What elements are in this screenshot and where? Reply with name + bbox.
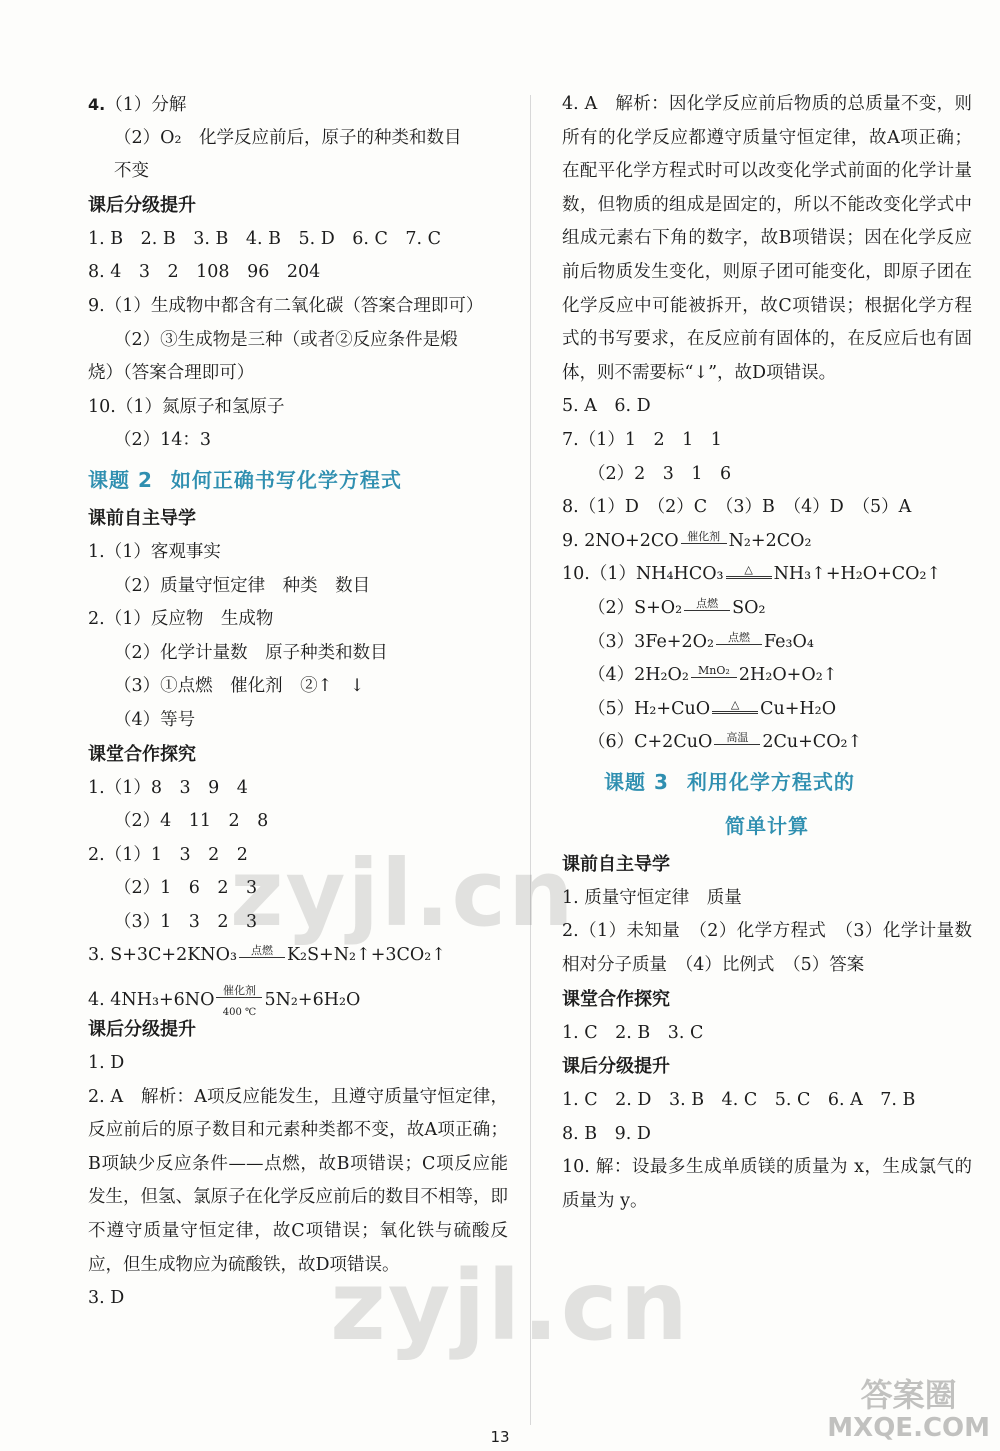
- right-column: [562, 88, 990, 1219]
- equation-reactants: （4）2H₂O₂: [588, 665, 689, 686]
- answer-7-2: （2）2 3 1 6: [588, 463, 732, 484]
- equation-reactants: 3. S+3C+2KNO₃: [88, 945, 237, 966]
- equation-products: SO₂: [732, 597, 766, 618]
- reaction-condition: 点燃: [684, 598, 730, 611]
- topic-title: 利用化学方程式的: [686, 769, 855, 794]
- class-answer-3-equation: [88, 939, 508, 973]
- answer-4-explanation: 4. A 解析：因化学反应前后物质的总质量不变，则所有的化学反应都遵守质量守恒定律，故A项正确；在配平化学方程式时可以改变化学式前面的化学计量数，但物质的组成是固定的，所以不能改变化学式中组成元素右下角的数字，故B项错误；因在化学反应前后物质发生变化，则原子团可能变化，即原子团在化学反应中可能被拆开，故C项错误；根据化学方程式的书写要求，在反应前有固体的，在反应后也有固体，则不需要标“↓”，故D项错误。: [562, 94, 972, 383]
- reaction-condition: △: [712, 699, 758, 714]
- answer-10-2: （2）14：3: [114, 430, 212, 451]
- after-answer-10-solution: 10. 解：设最多生成单质镁的质量为 x，生成氯气的质量为 y。: [562, 1157, 972, 1212]
- class-answer-1-1: 1.（1）8 3 9 4: [88, 777, 248, 798]
- reaction-condition: 高温: [714, 732, 760, 745]
- topic-3-heading: [562, 760, 972, 804]
- section-heading-pre-class: 课前自主导学: [562, 853, 670, 875]
- after-answer-3: 3. D: [88, 1288, 125, 1309]
- answer-8: 8.（1）D （2）C （3）B （4）D （5）A: [562, 497, 912, 518]
- answer-10-4-equation: [562, 659, 972, 693]
- answer-10-2-equation: [562, 592, 972, 626]
- equation-reactants: （3）3Fe+2O₂: [588, 631, 714, 652]
- class-answer-2-3: （3）1 3 2 3: [114, 911, 258, 932]
- answer-text: （1）分解: [105, 95, 187, 115]
- after-answer-1: 1. D: [88, 1053, 125, 1074]
- reaction-condition: 点燃: [239, 945, 285, 958]
- answer-7-1: 7.（1）1 2 1 1: [562, 429, 722, 450]
- equation-reactants: 4. 4NH₃+6NO: [88, 990, 215, 1011]
- answer-4-1: [88, 88, 508, 122]
- topic-2-heading: [88, 458, 508, 502]
- class-answer-2-2: （2）1 6 2 3: [114, 878, 258, 899]
- pre-answer-1: 1. 质量守恒定律 质量: [562, 887, 742, 908]
- reaction-condition: MnO₂: [691, 665, 737, 678]
- equation-products: NH₃↑+H₂O+CO₂↑: [773, 564, 942, 585]
- reaction-condition: △: [726, 564, 772, 579]
- equation-reactants: 10.（1）NH₄HCO₃: [562, 564, 724, 585]
- answer-mc-1-7: 1. B 2. B 3. B 4. B 5. D 6. C 7. C: [88, 228, 442, 249]
- after-answers-1-7: 1. C 2. D 3. B 4. C 5. C 6. A 7. B: [562, 1090, 916, 1111]
- equation-products: K₂S+N₂↑+3CO₂↑: [286, 945, 446, 966]
- class-answer-2-1: 2.（1）1 3 2 2: [88, 844, 248, 865]
- equation-reactants: （5）H₂+CuO: [588, 698, 711, 719]
- pre-answer-2-1: 2.（1）反应物 生成物: [88, 609, 274, 630]
- after-answers-8-9: 8. B 9. D: [562, 1123, 651, 1144]
- topic-3-heading-cont: 简单计算: [725, 813, 809, 838]
- left-column: [88, 88, 508, 1316]
- reaction-condition: 点燃: [716, 632, 762, 645]
- pre-answer-1-2: （2）质量守恒定律 种类 数目: [114, 575, 371, 596]
- answer-10-1-equation: [562, 558, 972, 592]
- pre-answer-2-2: （2）化学计量数 原子种类和数目: [114, 642, 388, 663]
- answer-10-3-equation: [562, 626, 972, 660]
- answer-10-1: 10.（1）氮原子和氢原子: [88, 396, 285, 417]
- equation-products: 5N₂+6H₂O: [264, 990, 361, 1011]
- equation-reactants: 9. 2NO+2CO: [562, 530, 679, 551]
- equation-products: 2Cu+CO₂↑: [762, 732, 863, 753]
- pre-answer-1-1: 1.（1）客观事实: [88, 541, 221, 562]
- class-answer-4-equation: [88, 973, 508, 1018]
- equation-products: 2H₂O+O₂↑: [738, 665, 838, 686]
- answer-5-6: 5. A 6. D: [562, 396, 651, 417]
- answer-4-2: （2）O₂ 化学反应前后，原子的种类和数目: [114, 127, 462, 148]
- answer-4-2-cont: 不变: [114, 161, 149, 182]
- class-answers-1-3: 1. C 2. B 3. C: [562, 1022, 704, 1043]
- equation-reactants: （2）S+O₂: [588, 597, 683, 618]
- reaction-condition: [214, 973, 264, 1018]
- answer-9-equation: [562, 525, 972, 559]
- equation-products: N₂+2CO₂: [728, 530, 812, 551]
- column-divider: [530, 95, 531, 1425]
- equation-products: Cu+H₂O: [760, 698, 837, 719]
- condition-bottom: 400 ℃: [222, 1006, 257, 1018]
- after-answer-2-explanation: 2. A 解析：A项反应能发生，且遵守质量守恒定律，反应前后的原子数目和元素种类都不变，故A项正确；B项缺少反应条件——点燃，故B项错误；C项反应能发生，但氢、氯原子在化学反应前后的数目不相等，即不遵守质量守恒定律，故C项错误；氧化铁与硫酸反应，但生成物应为硫酸铁，故D项错误。: [88, 1086, 508, 1275]
- answer-9-2: （2）③生成物是三种（或者②反应条件是煅: [114, 329, 458, 350]
- answer-10-6-equation: [562, 726, 972, 760]
- answer-9-2-cont: 烧）（答案合理即可）: [88, 363, 255, 384]
- pre-answer-2-3: （3）①点燃 催化剂 ②↑ ↓: [114, 676, 365, 697]
- section-heading-in-class: 课堂合作探究: [562, 988, 670, 1010]
- section-heading-in-class: 课堂合作探究: [88, 743, 196, 765]
- topic-number: 课题 2: [88, 467, 153, 492]
- equation-products: Fe₃O₄: [763, 631, 814, 652]
- answer-9-1: 9.（1）生成物中都含有二氧化碳（答案合理即可）: [88, 295, 484, 316]
- watermark-text: zyjl.cn: [230, 840, 576, 947]
- pre-answer-2-4: （4）等号: [114, 709, 196, 730]
- answer-10-5-equation: [562, 693, 972, 727]
- answer-8: 8. 4 3 2 108 96 204: [88, 262, 321, 283]
- corner-logo-text: 答案圈: [860, 1376, 957, 1414]
- topic-number: 课题 3: [604, 769, 669, 794]
- equation-reactants: （6）C+2CuO: [588, 732, 713, 753]
- question-number: 4.: [88, 95, 106, 114]
- topic-title: 如何正确书写化学方程式: [170, 467, 402, 492]
- section-heading-after-class: 课后分级提升: [562, 1056, 670, 1078]
- section-heading-after-class-2: 课后分级提升: [88, 1019, 196, 1041]
- pre-answer-2: 2.（1）未知量 （2）化学方程式 （3）化学计量数 相对分子质量 （4）比例式 （5）答案: [562, 921, 990, 976]
- reaction-condition: 催化剂: [681, 531, 727, 544]
- section-heading-pre-class: 课前自主导学: [88, 507, 196, 529]
- watermark-text: zyjl.cn: [330, 1250, 690, 1362]
- class-answer-1-2: （2）4 11 2 8: [114, 811, 269, 832]
- page-number: 13: [490, 1428, 510, 1446]
- condition-top: 催化剂: [216, 985, 262, 998]
- corner-logo-url: MXQE.COM: [827, 1413, 990, 1443]
- section-heading-after-class: 课后分级提升: [88, 194, 196, 216]
